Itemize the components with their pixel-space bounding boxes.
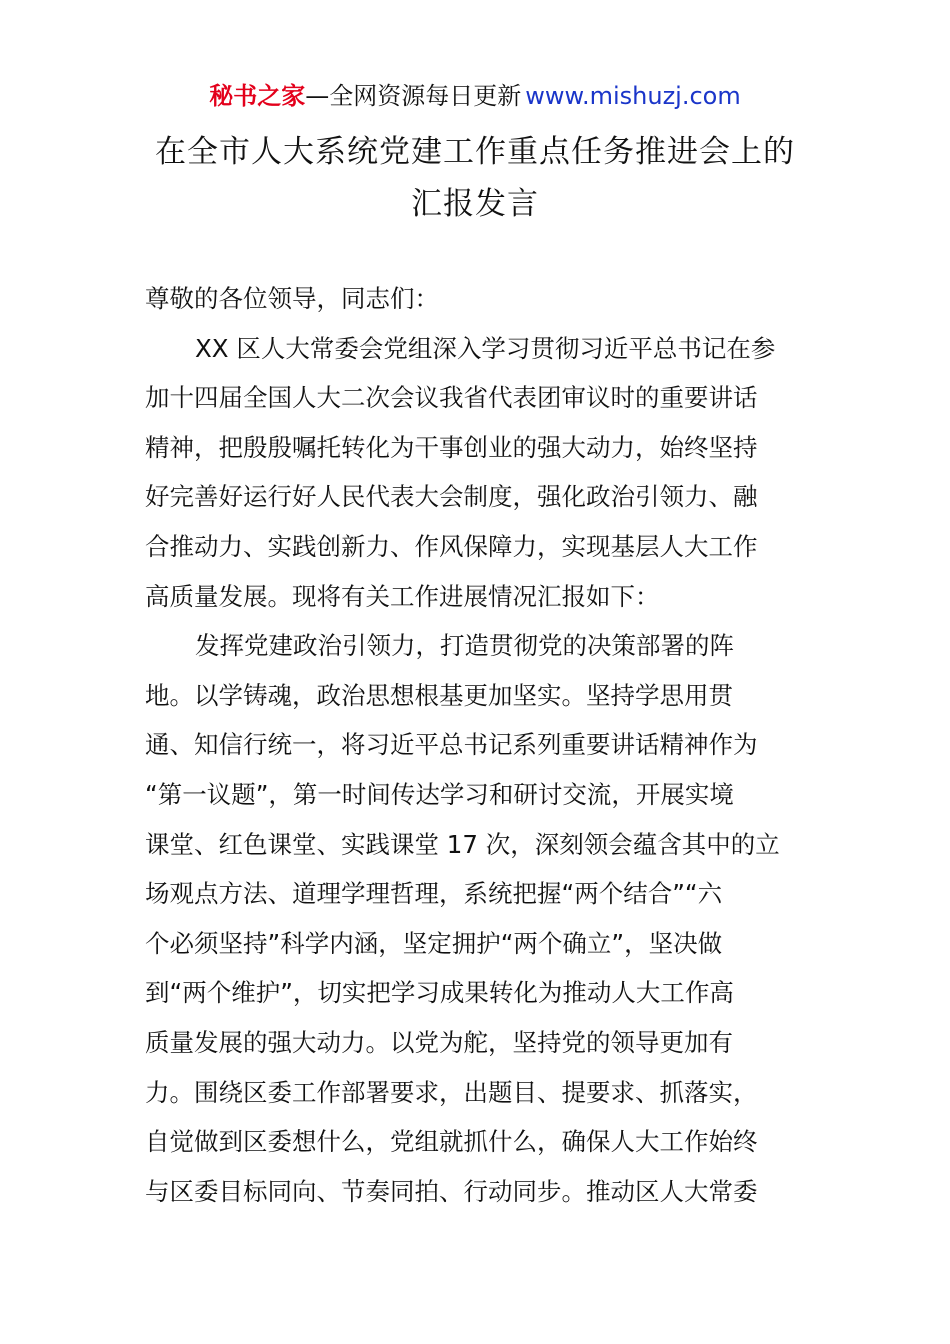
title-line-2: 汇报发言 — [411, 186, 539, 222]
body-line: “第一议题”，第一时间传达学习和研讨交流，开展实境 — [145, 779, 734, 809]
title-line-1: 在全市人大系统党建工作重点任务推进会上的 — [155, 134, 795, 170]
body-line: 好完善好运行好人民代表大会制度，强化政治引领力、融 — [145, 482, 758, 512]
site-tagline: —全网资源每日更新 — [305, 82, 522, 110]
document-title — [0, 126, 950, 230]
body-line: 发挥党建政治引领力，打造贯彻党的决策部署的阵 — [195, 631, 734, 661]
body-line: 加十四届全国人大二次会议我省代表团审议时的重要讲话 — [145, 383, 758, 413]
body-line: 地。以学铸魂，政治思想根基更加坚实。坚持学思用贯 — [145, 680, 733, 710]
body-line: 质量发展的强大动力。以党为舵，坚持党的领导更加有 — [145, 1027, 733, 1057]
body-line: 个必须坚持”科学内涵，坚定拥护“两个确立”，坚决做 — [145, 928, 723, 958]
site-url-link[interactable]: www.mishuzj.com — [525, 82, 741, 110]
body-line: 高质量发展。现将有关工作进展情况汇报如下： — [145, 581, 660, 611]
body-line: XX 区人大常委会党组深入学习贯彻习近平总书记在参 — [195, 333, 776, 363]
body-line: 自觉做到区委想什么，党组就抓什么，确保人大工作始终 — [145, 1127, 758, 1157]
body-line: 课堂、红色课堂、实践课堂 17 次，深刻领会蕴含其中的立 — [145, 829, 780, 859]
site-brand: 秘书之家 — [209, 82, 306, 110]
body-line: 合推动力、实践创新力、作风保障力，实现基层人大工作 — [145, 531, 758, 561]
body-line: 精神，把殷殷嘱托转化为干事创业的强大动力，始终坚持 — [145, 432, 758, 462]
body-line: 与区委目标同向、节奏同拍、行动同步。推动区人大常委 — [145, 1176, 758, 1206]
body-line: 通、知信行统一，将习近平总书记系列重要讲话精神作为 — [145, 730, 758, 760]
body-line: 到“两个维护”，切实把学习成果转化为推动人大工作高 — [145, 978, 734, 1008]
body-line: 力。围绕区委工作部署要求，出题目、提要求、抓落实， — [145, 1077, 758, 1107]
site-header — [0, 80, 950, 112]
body-line: 场观点方法、道理学理哲理，系统把握“两个结合”“六 — [145, 879, 723, 909]
document-body — [145, 274, 810, 1216]
salutation: 尊敬的各位领导，同志们： — [145, 284, 439, 313]
